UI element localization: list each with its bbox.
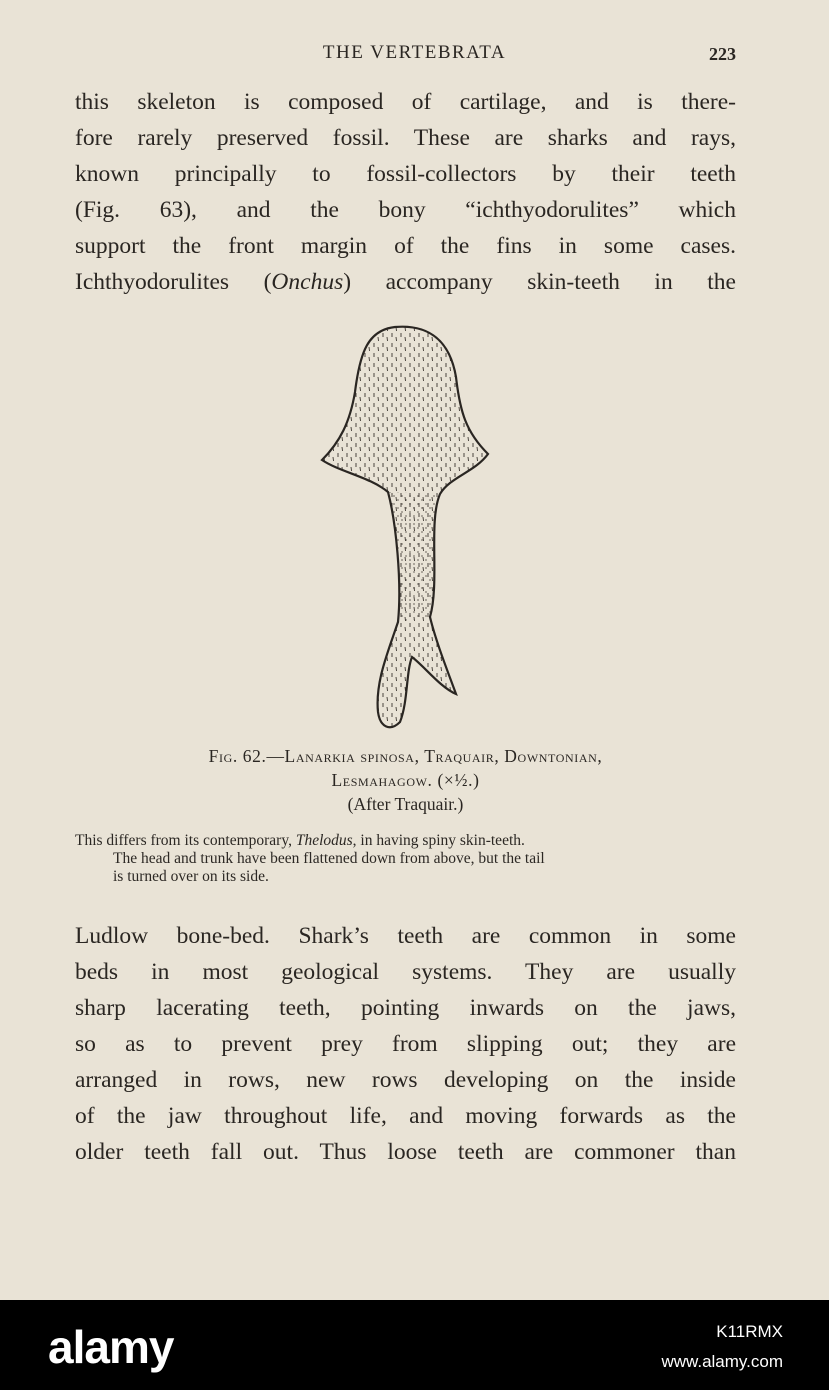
- paragraph-bottom: [75, 918, 736, 1170]
- text-fragment: ) accompany skin-teeth in the: [343, 269, 736, 295]
- caption-line: Fig. 62.—Lanarkia spinosa, Traquair, Downtonian,: [208, 746, 603, 766]
- genus-name: Onchus: [271, 269, 344, 295]
- lanarkia-fossil-drawing: [300, 322, 510, 734]
- site-url: www.alamy.com: [661, 1352, 783, 1371]
- caption-line: Lesmahagow. (×½.): [331, 770, 480, 790]
- text-line: older teeth fall out. Thus loose teeth are commoner than: [75, 1139, 736, 1165]
- note-text: This differs from its contemporary,: [75, 832, 296, 849]
- page-number: 223: [709, 44, 736, 64]
- text-line: (Fig. 63), and the bony “ichthyodorulites” which: [75, 197, 736, 223]
- text-line: Ludlow bone-bed. Shark’s teeth are common in some: [75, 923, 736, 949]
- image-id: K11RMX: [716, 1322, 783, 1341]
- text-line: this skeleton is composed of cartilage, and is there-: [75, 89, 736, 115]
- caption-attribution: (After Traquair.): [347, 794, 464, 814]
- running-head: [0, 42, 829, 72]
- text-line: so as to prevent prey from slipping out; they are: [75, 1031, 736, 1057]
- text-fragment: Ichthyodorulites (: [75, 269, 272, 295]
- alamy-logo: alamy: [48, 1321, 174, 1373]
- figure-note: [75, 832, 736, 886]
- text-line: of the jaw throughout life, and moving forwards as the: [75, 1103, 736, 1129]
- text-line: known principally to fossil-collectors by their teeth: [75, 161, 736, 187]
- note-line: The head and trunk have been flattened down from above, but the tail: [113, 850, 545, 867]
- note-text: , in having spiny skin-teeth.: [352, 832, 525, 849]
- note-genus: Thelodus: [295, 832, 353, 849]
- text-line: [75, 264, 736, 300]
- text-line: fore rarely preserved fossil. These are sharks and rays,: [75, 125, 736, 151]
- text-line: sharp lacerating teeth, pointing inwards on the jaws,: [75, 995, 736, 1021]
- text-line: arranged in rows, new rows developing on the inside: [75, 1067, 736, 1093]
- note-line: [75, 832, 736, 850]
- note-line: is turned over on its side.: [113, 868, 269, 885]
- text-line: beds in most geological systems. They are usually: [75, 959, 736, 985]
- text-line: support the front margin of the fins in some cases.: [75, 233, 736, 259]
- paragraph-top: [75, 84, 736, 300]
- watermark-footer: [0, 1300, 829, 1390]
- figure-caption: [75, 744, 736, 816]
- running-title: THE VERTEBRATA: [322, 42, 507, 63]
